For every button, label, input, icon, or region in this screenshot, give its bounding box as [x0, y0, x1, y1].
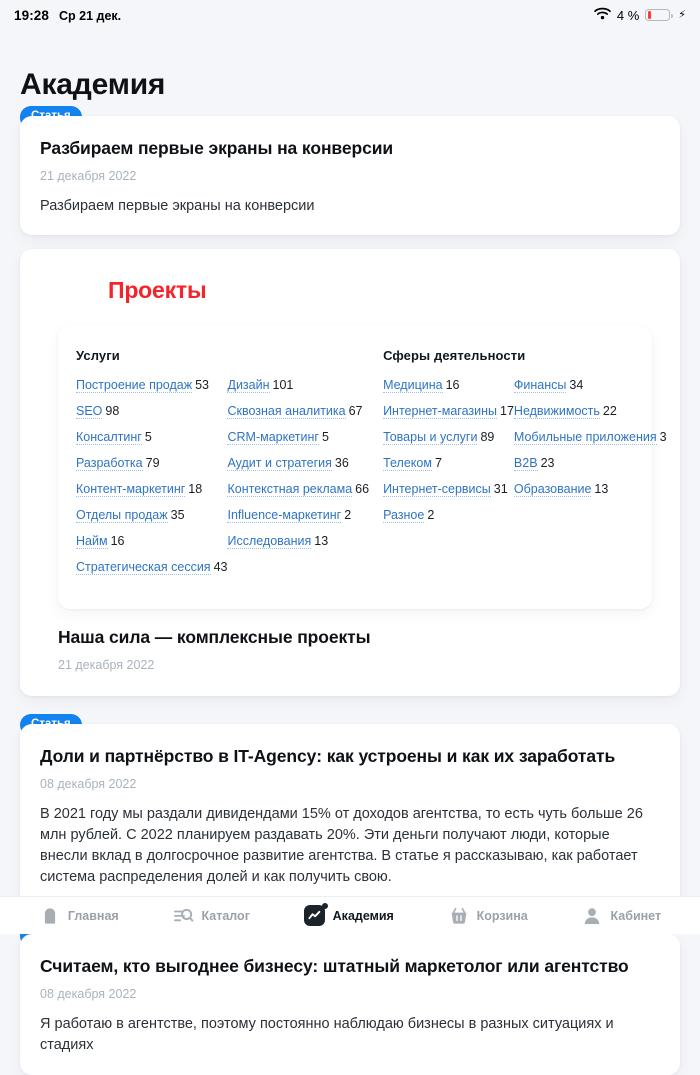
- service-link[interactable]: Influence-маркетинг: [227, 508, 342, 523]
- list-item[interactable]: [76, 427, 227, 447]
- list-item[interactable]: [227, 531, 369, 551]
- article-date: 08 декабря 2022: [40, 776, 137, 791]
- industry-count: 89: [480, 430, 495, 445]
- list-item[interactable]: [227, 375, 369, 395]
- industry-count: 17: [500, 404, 514, 419]
- tab-home[interactable]: [39, 905, 119, 927]
- service-count: 66: [355, 482, 370, 497]
- group-column-2: [227, 375, 369, 583]
- tab-catalog[interactable]: [172, 905, 249, 927]
- list-item[interactable]: [227, 479, 369, 499]
- tab-label: Кабинет: [610, 908, 662, 923]
- industry-count: 16: [445, 378, 460, 393]
- service-link[interactable]: Сквозная аналитика: [227, 404, 346, 419]
- list-item[interactable]: [76, 505, 227, 525]
- industry-count: 31: [493, 482, 508, 497]
- projects-heading: Проекты: [108, 277, 207, 304]
- group-columns: [76, 375, 369, 583]
- list-item[interactable]: [383, 505, 514, 525]
- tab-label: Главная: [67, 908, 119, 923]
- battery-icon: [645, 9, 670, 21]
- badge-row-article2: [0, 710, 700, 724]
- service-count: 18: [188, 482, 203, 497]
- list-item[interactable]: [227, 505, 369, 525]
- list-item[interactable]: [76, 453, 227, 473]
- list-item[interactable]: [514, 453, 667, 473]
- article-title[interactable]: Считаем, кто выгоднее бизнесу: штатный маркетолог или агентство: [40, 956, 629, 977]
- tab-label: Корзина: [476, 908, 528, 923]
- service-count: 5: [321, 430, 329, 445]
- status-bar-right: [594, 7, 686, 23]
- service-link[interactable]: SEO: [76, 404, 103, 419]
- service-link[interactable]: Дизайн: [227, 378, 270, 393]
- industry-link[interactable]: Образование: [513, 482, 592, 497]
- industry-link[interactable]: Телеком: [383, 456, 432, 471]
- projects-groups: [76, 348, 667, 583]
- list-item[interactable]: [514, 479, 667, 499]
- group-columns: [383, 375, 667, 531]
- service-link[interactable]: Исследования: [227, 534, 312, 549]
- industry-link[interactable]: Интернет-сервисы: [383, 482, 491, 497]
- list-item[interactable]: [514, 427, 667, 447]
- service-link[interactable]: Контекстная реклама: [227, 482, 353, 497]
- service-count: 101: [272, 378, 294, 393]
- group-services: [76, 348, 369, 583]
- article-card-2-body: [20, 724, 680, 907]
- article-date: 21 декабря 2022: [40, 168, 137, 183]
- status-bar-left: [14, 8, 121, 23]
- group-column-1: [383, 375, 514, 531]
- list-item[interactable]: [383, 453, 514, 473]
- tab-academy[interactable]: [304, 905, 394, 927]
- service-count: 35: [170, 508, 185, 523]
- service-link[interactable]: Найм: [76, 534, 108, 549]
- article-card-3-body: [20, 934, 680, 1074]
- industry-link[interactable]: Финансы: [513, 378, 567, 393]
- service-count: 36: [334, 456, 349, 471]
- industry-count: 23: [540, 456, 555, 471]
- status-date: Ср 21 дек.: [59, 8, 122, 23]
- list-item[interactable]: [383, 479, 514, 499]
- article-card-3[interactable]: [20, 934, 680, 1074]
- industry-count: 3: [659, 430, 667, 445]
- service-count: 67: [348, 404, 363, 419]
- article-excerpt: Я работаю в агентстве, поэтому постоянно наблюдаю бизнесы в разных ситуациях и стадиях: [40, 1016, 614, 1054]
- projects-card[interactable]: [20, 249, 680, 696]
- charging-bolt-icon: ⚡: [678, 8, 686, 21]
- service-count: 98: [105, 404, 120, 419]
- industry-link[interactable]: Товары и услуги: [383, 430, 478, 445]
- person-icon: [581, 905, 603, 927]
- list-item[interactable]: [514, 401, 667, 421]
- industry-link[interactable]: Интернет-магазины: [383, 404, 498, 419]
- home-icon: [39, 905, 61, 927]
- article-card-1-body: [20, 116, 680, 235]
- projects-footer: [38, 609, 662, 676]
- list-item[interactable]: [76, 375, 227, 395]
- industry-link[interactable]: Медицина: [383, 378, 443, 393]
- service-link[interactable]: Контент-маркетинг: [76, 482, 186, 497]
- article-card-2[interactable]: [20, 724, 680, 907]
- list-item[interactable]: [514, 375, 667, 395]
- status-bar: [0, 0, 700, 30]
- notification-dot-icon: [322, 903, 328, 909]
- tab-cart[interactable]: [448, 905, 528, 927]
- group-title: Сферы деятельности: [383, 348, 526, 364]
- battery-percent: 4 %: [616, 7, 640, 23]
- basket-icon: [448, 905, 470, 927]
- list-item[interactable]: [227, 453, 369, 473]
- article-excerpt: В 2021 году мы раздали дивидендами 15% от доходов агентства, то есть чуть больше 26 млн рублей. С 2022 планируем раздавать 20%. Эти деньги получают люди, которые внесли вклад в долгосрочное развитие агентства. В статье я рассказываю, как работает система распределения долей и как получить свою.: [40, 805, 643, 886]
- industry-count: 13: [594, 482, 609, 497]
- service-count: 13: [314, 534, 329, 549]
- list-item[interactable]: [76, 479, 227, 499]
- tab-account[interactable]: [581, 905, 661, 927]
- article-excerpt: Разбираем первые экраны на конверсии: [40, 197, 315, 214]
- service-count: 43: [213, 560, 228, 575]
- article-title[interactable]: Наша сила — комплексные проекты: [58, 627, 371, 648]
- service-link[interactable]: Стратегическая сессия: [76, 560, 211, 575]
- service-count: 16: [110, 534, 125, 549]
- group-industries: [369, 348, 667, 583]
- service-link[interactable]: Построение продаж: [76, 378, 193, 393]
- article-title[interactable]: Доли и партнёрство в IT-Agency: как устроены и как их заработать: [40, 745, 616, 766]
- service-link[interactable]: Разработка: [76, 456, 143, 471]
- group-column-2: [514, 375, 667, 531]
- list-item[interactable]: [383, 401, 514, 421]
- bottom-tab-bar: [0, 896, 700, 934]
- group-column-1: [76, 375, 227, 583]
- article-title[interactable]: Разбираем первые экраны на конверсии: [40, 138, 394, 158]
- tab-label: Академия: [332, 908, 394, 923]
- tab-label: Каталог: [201, 908, 250, 923]
- industry-link[interactable]: B2B: [513, 456, 538, 471]
- service-count: 5: [144, 430, 152, 445]
- page-title: Академия: [20, 68, 166, 101]
- academy-chart-icon: [304, 905, 326, 927]
- group-title: Услуги: [76, 348, 120, 364]
- industry-link[interactable]: Разное: [383, 508, 425, 523]
- industry-count: 7: [434, 456, 442, 471]
- service-count: 53: [195, 378, 209, 393]
- list-item[interactable]: [227, 427, 369, 447]
- list-item[interactable]: [383, 427, 514, 447]
- service-count: 79: [145, 456, 160, 471]
- list-item[interactable]: [383, 375, 514, 395]
- industry-count: 22: [602, 404, 617, 419]
- list-item[interactable]: [76, 557, 227, 577]
- article-date: 08 декабря 2022: [40, 987, 137, 1002]
- service-link[interactable]: Отделы продаж: [76, 508, 168, 523]
- projects-panel: [58, 326, 667, 609]
- industry-count: 2: [427, 508, 435, 523]
- list-item[interactable]: [227, 401, 369, 421]
- catalog-search-icon: [172, 905, 194, 927]
- list-item[interactable]: [76, 401, 227, 421]
- service-link[interactable]: CRM-маркетинг: [227, 430, 319, 445]
- service-link[interactable]: Консалтинг: [76, 430, 142, 445]
- list-item[interactable]: [76, 531, 227, 551]
- service-link[interactable]: Аудит и стратегия: [227, 456, 332, 471]
- wifi-icon: [594, 7, 611, 23]
- industry-link[interactable]: Мобильные приложения: [513, 430, 657, 445]
- industry-count: 34: [569, 378, 584, 393]
- status-time: 19:28: [14, 7, 50, 23]
- article-card-1[interactable]: [20, 116, 680, 235]
- industry-link[interactable]: Недвижимость: [513, 404, 600, 419]
- service-count: 2: [344, 508, 352, 523]
- article-date: 21 декабря 2022: [58, 657, 155, 672]
